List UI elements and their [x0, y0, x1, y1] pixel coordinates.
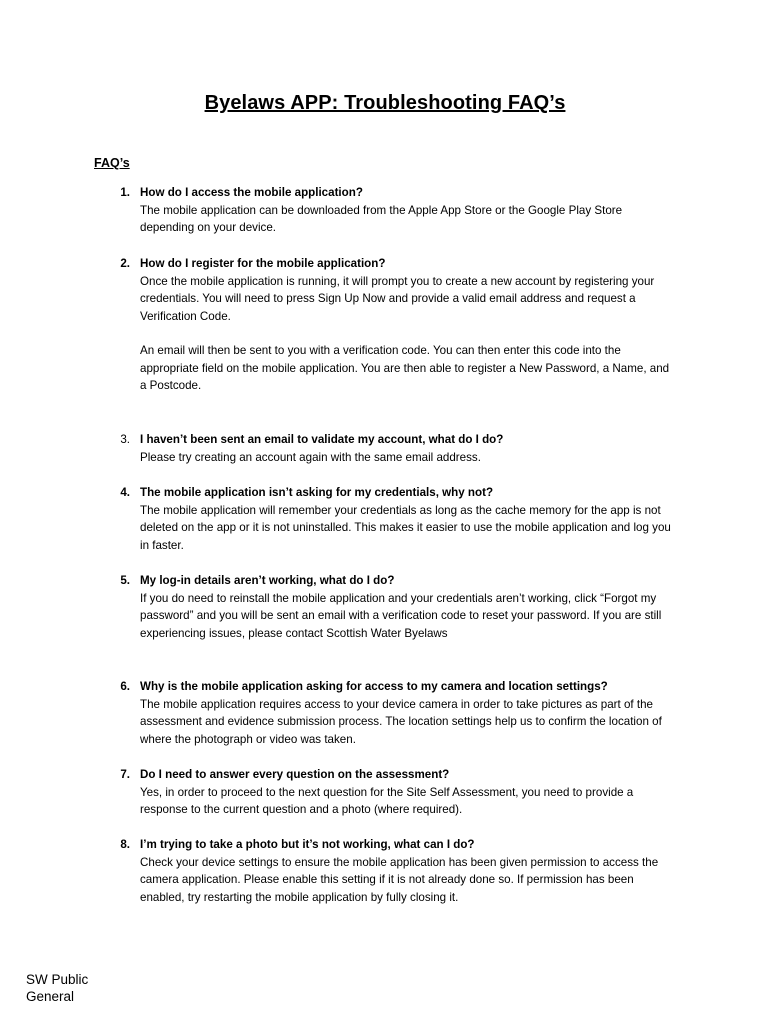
faq-answer: Check your device settings to ensure the mobile application has been given permission to access the camera application. Please enable this setting if it is not already done so. If permission has been enabled, try restarting the mobile application by fully closing it. [140, 855, 659, 904]
faq-question: The mobile application isn’t asking for my credentials, why not? [140, 486, 494, 499]
faq-answer: Yes, in order to proceed to the next question for the Site Self Assessment, you need to provide a response to the current question and a photo (where required). [140, 785, 634, 816]
faq-item-4 [112, 484, 672, 554]
classification-label [26, 971, 88, 1005]
faq-item-8 [112, 836, 672, 906]
faq-item-1 [112, 184, 672, 237]
classification-line-2: General [26, 989, 75, 1004]
faq-answer-continued: An email will then be sent to you with a verification code. You can then enter this code into the appropriate field on the mobile application. You are then able to register a New Password, a Name, and a Postcode. [140, 344, 670, 392]
faq-question: Why is the mobile application asking for access to my camera and location settings? [140, 680, 608, 693]
faq-answer: The mobile application can be downloaded from the Apple App Store or the Google Play Store depending on your device. [140, 203, 623, 234]
faq-item-6 [112, 678, 672, 748]
document-title: Byelaws APP: Troubleshooting FAQ’s [204, 92, 566, 114]
faq-answer: The mobile application requires access to your device camera in order to take pictures as part of the assessment and evidence submission process. The location settings help us to confirm the location of where the photograph or video was taken. [140, 697, 662, 746]
faq-number: 6. [120, 680, 130, 693]
section-label: FAQ’s [94, 156, 130, 170]
faq-item-2 [112, 255, 672, 395]
faq-item-7 [112, 766, 672, 819]
faq-question: How do I register for the mobile application? [140, 257, 386, 270]
faq-answer: If you do need to reinstall the mobile application and your credentials aren’t working, click “Forgot my password” and you will be sent an email with a verification code to reset your password. If you are still experiencing issues, please contact Scottish Water Byelaws [140, 591, 662, 640]
faq-number: 2. [120, 257, 130, 270]
faq-item-5 [112, 572, 672, 642]
faq-number: 8. [120, 838, 130, 851]
faq-number: 7. [120, 768, 130, 781]
faq-number: 3. [120, 433, 130, 446]
faq-item-3 [112, 431, 672, 466]
faq-answer: Please try creating an account again with the same email address. [140, 450, 481, 464]
faq-question: How do I access the mobile application? [140, 186, 363, 199]
faq-answer: The mobile application will remember your credentials as long as the cache memory for the app is not deleted on the app or it is not uninstalled. This makes it easier to use the mobile application and log you in faster. [140, 503, 671, 552]
faq-question: My log-in details aren’t working, what do I do? [140, 574, 395, 587]
classification-line-1: SW Public [26, 972, 89, 987]
faq-number: 5. [120, 574, 130, 587]
faq-question: I’m trying to take a photo but it’s not working, what can I do? [140, 838, 475, 851]
faq-question: Do I need to answer every question on the assessment? [140, 768, 450, 781]
faq-number: 1. [120, 186, 130, 199]
faq-number: 4. [120, 486, 130, 499]
faq-answer: Once the mobile application is running, it will prompt you to create a new account by registering your credentials. You will need to press Sign Up Now and provide a valid email address and request a Verification Code. [140, 274, 655, 323]
faq-question: I haven’t been sent an email to validate my account, what do I do? [140, 433, 504, 446]
